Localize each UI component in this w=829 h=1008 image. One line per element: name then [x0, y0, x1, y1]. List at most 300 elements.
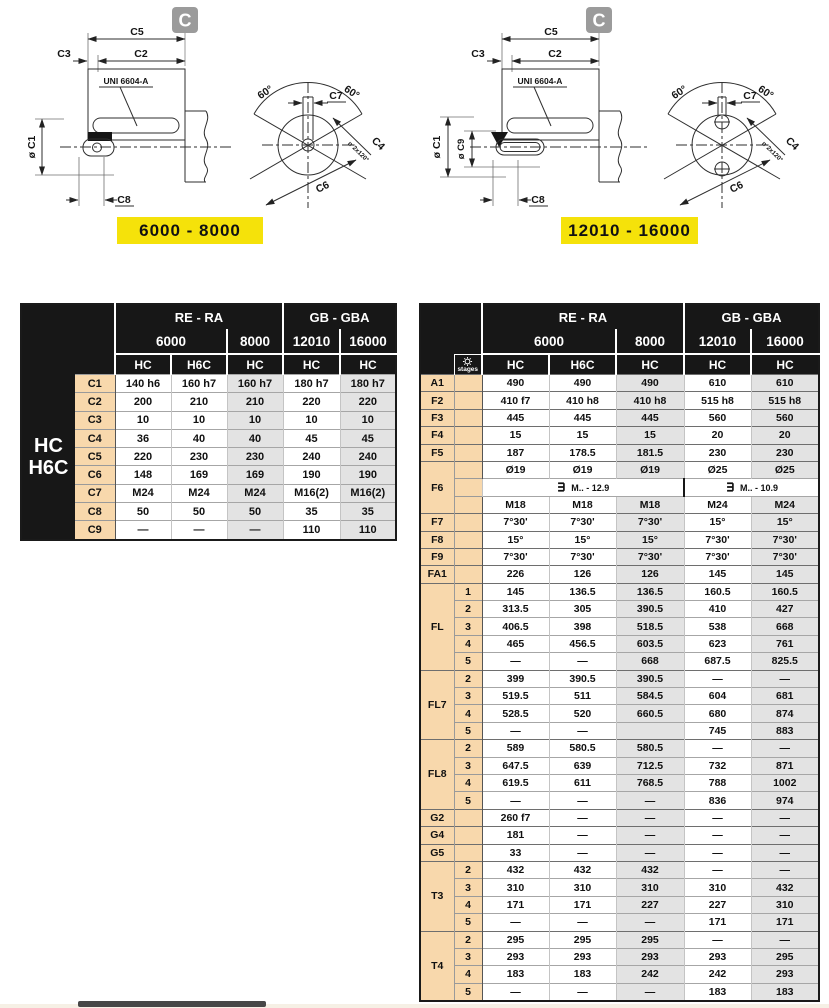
value-cell: M18 [549, 496, 616, 513]
value-cell: — [616, 983, 684, 1001]
stage-cell: 3 [454, 948, 482, 965]
row-label-G5: G5 [420, 844, 454, 861]
stage-cell [454, 548, 482, 565]
value-cell: — [684, 827, 751, 844]
value-cell: 10 [227, 411, 283, 429]
stage-cell: 4 [454, 774, 482, 791]
value-cell: 7°30' [549, 548, 616, 565]
row-label-C9: C9 [75, 521, 115, 540]
value-cell: 432 [751, 879, 819, 896]
value-cell: 15 [549, 427, 616, 444]
angle-right-label: 60° [341, 83, 362, 102]
value-cell: 295 [482, 931, 549, 948]
c7-label: C7 [329, 90, 343, 102]
value-cell: M24 [115, 484, 171, 502]
size-header-6000: 6000 [115, 329, 227, 354]
value-cell: 465 [482, 635, 549, 652]
value-cell: 10 [171, 411, 227, 429]
value-cell: 136.5 [549, 583, 616, 600]
value-cell: — [482, 653, 549, 670]
right-table-body [420, 375, 819, 1002]
row-label-F2: F2 [420, 392, 454, 409]
stage-cell [454, 844, 482, 861]
value-cell: 604 [684, 688, 751, 705]
value-cell: — [549, 983, 616, 1001]
value-cell: 647.5 [482, 757, 549, 774]
row-label-F8: F8 [420, 531, 454, 548]
row-label-G4: G4 [420, 827, 454, 844]
value-cell: — [482, 914, 549, 931]
value-cell: 230 [751, 444, 819, 461]
value-cell: 40 [227, 429, 283, 447]
table-row [420, 635, 819, 652]
value-cell: 15 [616, 427, 684, 444]
row-label-F4: F4 [420, 427, 454, 444]
value-cell: 200 [115, 393, 171, 411]
holes-spec-label: n°2x120° [346, 140, 370, 164]
series-header-gb-gba: GB - GBA [283, 304, 396, 329]
table-row [420, 740, 819, 757]
value-cell: 45 [283, 429, 340, 447]
value-cell: 313.5 [482, 601, 549, 618]
bolt-class-re-ra [482, 479, 684, 496]
value-cell [616, 722, 684, 739]
stage-cell: 4 [454, 966, 482, 983]
value-cell: 974 [751, 792, 819, 809]
value-cell: 260 f7 [482, 809, 549, 826]
drawing-12010-16000 [414, 0, 829, 212]
end-view [664, 82, 801, 208]
value-cell: 788 [684, 774, 751, 791]
c5-label: C5 [544, 26, 558, 38]
value-cell: 190 [340, 466, 396, 484]
value-cell: 15° [616, 531, 684, 548]
value-cell: 538 [684, 618, 751, 635]
value-cell: 7°30' [684, 548, 751, 565]
value-cell: 745 [684, 722, 751, 739]
row-label-C6: C6 [75, 466, 115, 484]
corner-cell [21, 304, 115, 375]
value-cell: 160.5 [751, 583, 819, 600]
value-cell: 432 [482, 861, 549, 878]
value-cell: 7°30' [616, 548, 684, 565]
value-cell: 7°30' [482, 548, 549, 565]
stage-cell [454, 827, 482, 844]
next-section-crop-artifact [78, 1001, 266, 1007]
value-cell: 110 [340, 521, 396, 540]
angle-left-label: 60° [669, 83, 690, 102]
table-row [420, 618, 819, 635]
value-cell: 10 [340, 411, 396, 429]
value-cell: 515 h8 [751, 392, 819, 409]
value-cell: 220 [340, 393, 396, 411]
value-cell: 50 [171, 503, 227, 521]
side-label-line-0: HC [34, 434, 63, 457]
row-label-FL8: FL8 [420, 740, 454, 810]
row-label-F9: F9 [420, 548, 454, 565]
value-cell: — [549, 653, 616, 670]
value-cell: 611 [549, 774, 616, 791]
c3-label: C3 [57, 48, 71, 60]
size-header-8000: 8000 [616, 329, 684, 354]
value-cell: M24 [684, 496, 751, 513]
table-row [420, 688, 819, 705]
row-label-F6: F6 [420, 461, 454, 513]
value-cell: 110 [283, 521, 340, 540]
corner-cell [420, 354, 454, 375]
value-cell: — [549, 809, 616, 826]
value-cell: 293 [482, 948, 549, 965]
stage-cell [454, 496, 482, 513]
value-cell: M24 [171, 484, 227, 502]
table-row [420, 948, 819, 965]
value-cell: 15° [751, 514, 819, 531]
value-cell: 619.5 [482, 774, 549, 791]
value-cell: 660.5 [616, 705, 684, 722]
value-cell: M16(2) [283, 484, 340, 502]
c4-label: C4 [369, 134, 388, 153]
series-header-gb-gba: GB - GBA [684, 304, 819, 329]
value-cell: 169 [227, 466, 283, 484]
value-cell: — [616, 844, 684, 861]
side-view [26, 7, 233, 206]
value-cell: 406.5 [482, 618, 549, 635]
value-cell: 515 h8 [684, 392, 751, 409]
table-row [420, 653, 819, 670]
value-cell: 584.5 [616, 688, 684, 705]
table-row [420, 983, 819, 1001]
value-cell: 768.5 [616, 774, 684, 791]
value-cell: 519.5 [482, 688, 549, 705]
value-cell: 178.5 [549, 444, 616, 461]
uni-standard-label: UNI 6604-A [103, 76, 149, 86]
stage-cell [454, 566, 482, 583]
row-label-F7: F7 [420, 514, 454, 531]
value-cell: 432 [616, 861, 684, 878]
value-cell: 136.5 [616, 583, 684, 600]
value-cell: 20 [684, 427, 751, 444]
value-cell: 310 [616, 879, 684, 896]
value-cell: 390.5 [549, 670, 616, 687]
table-row [21, 393, 396, 411]
stage-cell: 5 [454, 792, 482, 809]
table-row [420, 861, 819, 878]
section-c-badge-letter: C [592, 10, 606, 31]
value-cell: 310 [549, 879, 616, 896]
value-cell: 1002 [751, 774, 819, 791]
row-label-C2: C2 [75, 393, 115, 411]
table-row [420, 444, 819, 461]
value-cell: 883 [751, 722, 819, 739]
drawing-6000-8000 [0, 0, 415, 212]
row-label-C7: C7 [75, 484, 115, 502]
value-cell: 310 [684, 879, 751, 896]
value-cell: 36 [115, 429, 171, 447]
table-row [21, 448, 396, 466]
value-cell: 183 [684, 983, 751, 1001]
group-header-row [21, 304, 396, 329]
stage-cell [454, 392, 482, 409]
size-header-12010: 12010 [684, 329, 751, 354]
value-cell: — [684, 861, 751, 878]
corner-cell [420, 304, 482, 354]
value-cell: 140 h6 [115, 375, 171, 393]
stage-cell: 3 [454, 757, 482, 774]
value-cell: 874 [751, 705, 819, 722]
type-header: HC [283, 354, 340, 375]
stage-cell: 3 [454, 688, 482, 705]
value-cell: — [684, 670, 751, 687]
value-cell: — [549, 827, 616, 844]
value-cell: — [482, 983, 549, 1001]
value-cell: — [684, 844, 751, 861]
value-cell: — [227, 521, 283, 540]
value-cell: 15° [482, 531, 549, 548]
row-label-F5: F5 [420, 444, 454, 461]
value-cell: Ø19 [616, 461, 684, 478]
table-row [420, 566, 819, 583]
left-table-body [21, 375, 396, 540]
section-c-badge-letter: C [178, 10, 192, 31]
value-cell: — [549, 844, 616, 861]
value-cell: — [115, 521, 171, 540]
value-cell: 610 [684, 375, 751, 392]
group-header-row [420, 304, 819, 329]
value-cell: 183 [751, 983, 819, 1001]
value-cell: 399 [482, 670, 549, 687]
side-label-line-1: H6C [28, 456, 69, 479]
value-cell: 580.5 [616, 740, 684, 757]
table-row [420, 792, 819, 809]
type-header: HC [482, 354, 549, 375]
value-cell: 7°30' [751, 548, 819, 565]
value-cell: M18 [482, 496, 549, 513]
value-cell: — [751, 827, 819, 844]
row-label-C8: C8 [75, 503, 115, 521]
value-cell: 227 [616, 896, 684, 913]
table-row [420, 757, 819, 774]
value-cell: 45 [340, 429, 396, 447]
value-cell: 427 [751, 601, 819, 618]
value-cell: 528.5 [482, 705, 549, 722]
value-cell: 148 [115, 466, 171, 484]
value-cell: 210 [227, 393, 283, 411]
value-cell: 183 [482, 966, 549, 983]
value-cell: 836 [684, 792, 751, 809]
stage-cell [454, 375, 482, 392]
table-row [420, 931, 819, 948]
table-row [420, 496, 819, 513]
table-row [21, 375, 396, 393]
value-cell: 639 [549, 757, 616, 774]
value-cell: 410 h8 [616, 392, 684, 409]
stage-cell [454, 809, 482, 826]
stage-cell: 2 [454, 670, 482, 687]
table-row [21, 521, 396, 540]
stage-cell [454, 409, 482, 426]
table-row [420, 409, 819, 426]
bolt-class-text: M.. - 10.9 [740, 482, 779, 493]
table-row [420, 809, 819, 826]
value-cell: 490 [616, 375, 684, 392]
size-range-badge-12010-16000: 12010 - 16000 [561, 217, 698, 244]
value-cell: 445 [616, 409, 684, 426]
value-cell: 160.5 [684, 583, 751, 600]
value-cell: — [616, 792, 684, 809]
c1-diameter-label: ø C1 [26, 135, 38, 159]
value-cell: — [751, 740, 819, 757]
value-cell: Ø25 [751, 461, 819, 478]
value-cell: 171 [549, 896, 616, 913]
value-cell: 181.5 [616, 444, 684, 461]
type-header: HC [340, 354, 396, 375]
value-cell: M24 [227, 484, 283, 502]
value-cell: — [684, 809, 751, 826]
stage-cell [454, 479, 482, 496]
size-header-12010: 12010 [283, 329, 340, 354]
value-cell: 10 [283, 411, 340, 429]
value-cell: 712.5 [616, 757, 684, 774]
value-cell: 7°30' [549, 514, 616, 531]
value-cell: 668 [751, 618, 819, 635]
size-header-8000: 8000 [227, 329, 283, 354]
table-row [420, 427, 819, 444]
value-cell: 40 [171, 429, 227, 447]
c4-label: C4 [783, 134, 802, 153]
value-cell: 230 [684, 444, 751, 461]
stages-header [454, 354, 482, 375]
value-cell: 511 [549, 688, 616, 705]
table-row [420, 966, 819, 983]
stage-cell: 2 [454, 861, 482, 878]
value-cell: 226 [482, 566, 549, 583]
value-cell: 230 [227, 448, 283, 466]
table-row [420, 531, 819, 548]
value-cell: 7°30' [482, 514, 549, 531]
size-header-16000: 16000 [340, 329, 396, 354]
value-cell: 681 [751, 688, 819, 705]
value-cell: — [616, 827, 684, 844]
value-cell: 410 f7 [482, 392, 549, 409]
value-cell: 160 h7 [171, 375, 227, 393]
value-cell: — [482, 792, 549, 809]
table-row [420, 548, 819, 565]
size-header-16000: 16000 [751, 329, 819, 354]
value-cell: 183 [549, 966, 616, 983]
c8-label: C8 [531, 194, 545, 206]
value-cell: 7°30' [751, 531, 819, 548]
table-row [21, 503, 396, 521]
type-header: HC [616, 354, 684, 375]
table-row [420, 774, 819, 791]
value-cell: 390.5 [616, 670, 684, 687]
c9-diameter-label: ø C9 [456, 138, 467, 160]
table-row [21, 466, 396, 484]
stage-cell: 1 [454, 583, 482, 600]
c6-label: C6 [727, 178, 746, 196]
type-header: HC [227, 354, 283, 375]
value-cell: 310 [482, 879, 549, 896]
stage-cell [454, 427, 482, 444]
series-side-label [21, 375, 75, 540]
table-row [420, 844, 819, 861]
value-cell: 668 [616, 653, 684, 670]
keyway [507, 118, 593, 133]
row-label-C4: C4 [75, 429, 115, 447]
value-cell: — [751, 931, 819, 948]
c6-label: C6 [313, 178, 332, 196]
c2-label: C2 [134, 48, 148, 60]
value-cell: 169 [171, 466, 227, 484]
bolt-icon [556, 482, 566, 492]
row-label-FA1: FA1 [420, 566, 454, 583]
value-cell: — [482, 722, 549, 739]
value-cell: 145 [751, 566, 819, 583]
value-cell: 293 [684, 948, 751, 965]
type-header: H6C [171, 354, 227, 375]
value-cell: 15° [549, 531, 616, 548]
value-cell: 310 [751, 896, 819, 913]
value-cell: — [751, 809, 819, 826]
value-cell: 171 [482, 896, 549, 913]
row-label-G2: G2 [420, 809, 454, 826]
row-label-A1: A1 [420, 375, 454, 392]
value-cell: 490 [549, 375, 616, 392]
value-cell: M24 [751, 496, 819, 513]
value-cell: 35 [340, 503, 396, 521]
value-cell: 145 [482, 583, 549, 600]
size-header-6000: 6000 [482, 329, 616, 354]
bolt-class-text: M.. - 12.9 [571, 482, 610, 493]
value-cell: 825.5 [751, 653, 819, 670]
value-cell: — [751, 861, 819, 878]
type-header: HC [751, 354, 819, 375]
value-cell: — [549, 792, 616, 809]
c2-label: C2 [548, 48, 562, 60]
value-cell: 190 [283, 466, 340, 484]
table-row [420, 461, 819, 478]
table-row [21, 429, 396, 447]
value-cell: — [616, 914, 684, 931]
stage-cell [454, 514, 482, 531]
stage-cell: 3 [454, 879, 482, 896]
type-header: H6C [549, 354, 616, 375]
uni-standard-label: UNI 6604-A [517, 76, 563, 86]
value-cell: 126 [549, 566, 616, 583]
value-cell: 50 [115, 503, 171, 521]
value-cell: 410 h8 [549, 392, 616, 409]
c7-label: C7 [743, 90, 757, 102]
stage-cell: 2 [454, 931, 482, 948]
value-cell: 518.5 [616, 618, 684, 635]
stage-cell: 5 [454, 983, 482, 1001]
table-row [21, 484, 396, 502]
value-cell: 242 [684, 966, 751, 983]
value-cell: 7°30' [616, 514, 684, 531]
value-cell: 610 [751, 375, 819, 392]
value-cell: 445 [549, 409, 616, 426]
value-cell: 293 [616, 948, 684, 965]
value-cell: 7°30' [684, 531, 751, 548]
table-row [420, 514, 819, 531]
type-header-row [420, 354, 819, 375]
value-cell: 50 [227, 503, 283, 521]
value-cell: — [684, 740, 751, 757]
angle-left-label: 60° [255, 83, 276, 102]
value-cell: — [171, 521, 227, 540]
value-cell: — [549, 722, 616, 739]
angle-right-label: 60° [755, 83, 776, 102]
